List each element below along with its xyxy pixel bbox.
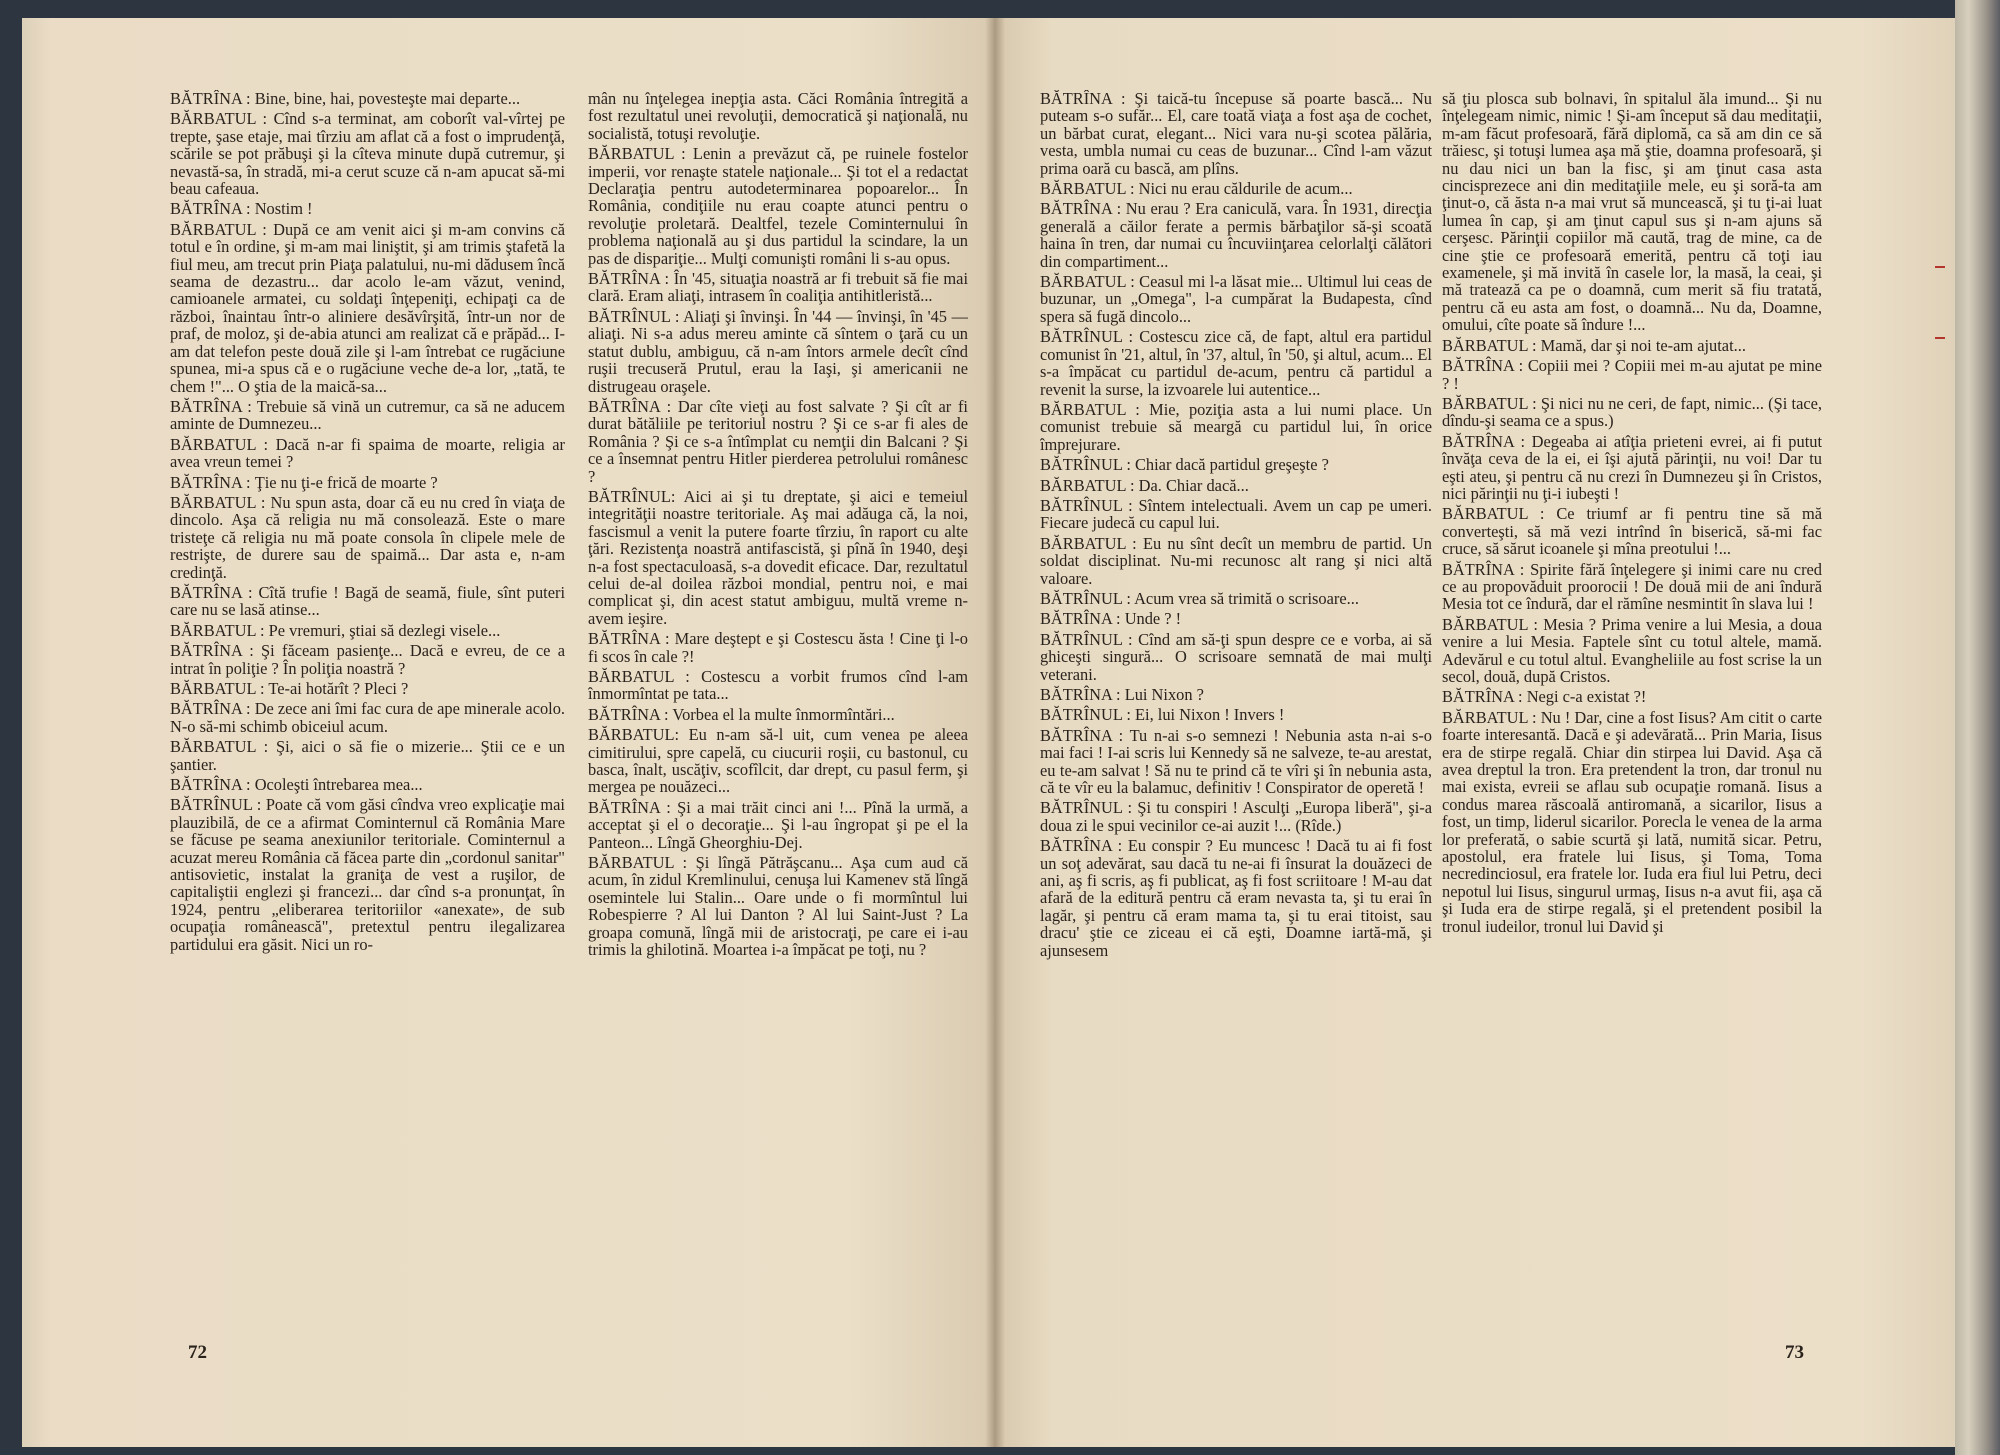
dialogue-line: BĂTRÎNA : Degeaba ai atîţia prieteni evrei, ai fi putut învăţa ceva de la ei, ei îşi ajută părinţii, nu voi! Dar tu eşti ateu, şi pentru că nu crezi în Dumnezeu şi în Cristos, nici părinţii nu ţi-i iubeşti ! [1442,431,1822,503]
dialogue-line: BĂRBATUL : Şi, aici o să fie o mizerie... Ştii ce e un şantier. [170,737,565,774]
dialogue-line: BĂTRÎNUL : Poate că vom găsi cîndva vreo explicaţie mai plauzibilă, de ce a afirmat Cominternul că România Mare se făcuse pe seama anexiunilor teritoriale. Cominternul a acuzat mereu România că făcea parte din „cordonul sanitar" antisovietic, instalat la graniţa de vest a ruşilor, de capitaliştii englezi şi francezi... dar cînd s-a pronunţat, în 1924, pentru „eliberarea teritoriilor «anexate», de sub ocupaţia românească", pretextul pentru ilegalizarea partidului era găsit. Nici un ro- [170,795,565,954]
dialogue-line: BĂRBATUL : Mie, poziţia asta a lui numi place. Un comunist trebuie să meargă cu partidul lui, în orice împrejurare. [1040,399,1432,454]
dialogue-line: BĂRBATUL : Şi lîngă Pătrăşcanu... Aşa cum aud că acum, în zidul Kremlinului, cenuşa lui Kamenev stă lîngă osemintele lui Stalin... Oare unde o fi mormîntul lui Robespierre ? Al lui Danton ? Al lui Saint-Just ? La groapa comună, lîngă mii de aristocraţi, pe care ei i-au trimis la ghilotină. Moartea i-a împăcat pe toţi, nu ? [588,853,968,960]
book-gutter [985,18,1005,1447]
margin-mark [1935,266,1945,268]
dialogue-line: BĂRBATUL : Nici nu erau căldurile de acum... [1040,179,1353,199]
dialogue-line: BĂTRÎNA : Vorbea el la multe înmormîntări... [588,704,895,724]
dialogue-line: BĂRBATUL: Eu n-am să-l uit, cum venea pe aleea cimitirului, spre capelă, cu ciucurii roşii, cu bastonul, cu basca, înalt, uscăţiv, scofîlcit, dar drept, cu pasul ferm, şi mergea pe nouăzeci... [588,725,968,797]
dialogue-line: BĂRBATUL : Dacă n-ar fi spaima de moarte, religia ar avea vreun temei ? [170,434,565,472]
book-cover-edge [1955,0,2000,1455]
dialogue-line: BĂTRÎNA : Spirite fără înţelegere şi inimi care nu cred ce au propovăduit proorocii ! De două mii de ani îndură Mesia tot ce îndură, dar el rămîne nesmintit în slava lui ! [1442,559,1822,614]
dialogue-line: BĂRBATUL : Nu ! Dar, cine a fost Iisus? Am citit o carte foarte interesantă. Dacă e şi adevărată... Prin Maria, Iisus era de stirpe regală. Chiar din stirpea lui David. Aşa că avea dreptul la tron. Era pretendent la tron, dar tronul nu mai exista, evreii se aflau sub ocupaţie romană. Iisus a condus marea răscoală antiromană, a sicarilor, Iisus a fost, un timp, liderul sicarilor. Porecla le venea de la arma lor preferată, o sabie scurtă şi lată, numită sicar. Petru, apostolul, era fratele lui Iisus, şi Toma, Toma necredinciosul, era fratele lor. Iuda era fiul lui Petru, deci nepotul lui Iisus, singurul urmaş, Iisus n-a avut fii, aşa că şi Iuda era de stirpe regală, şi el pretendent posibil la tronul iudeilor, tronul lui David şi [1442,707,1822,936]
text-column-right-2 [1442,90,1822,1350]
dialogue-line: BĂTRÎNA : Unde ? ! [1040,609,1182,629]
dialogue-line: BĂTRÎNUL : Cînd am să-ţi spun despre ce e vorba, ai să ghiceşti singură... O scrisoare semnată de mai mulţi veterani. [1040,629,1432,684]
dialogue-line: BĂRBATUL : Şi nici nu ne ceri, de fapt, nimic... (Şi tace, dîndu-şi seama ce a spus.) [1442,393,1822,431]
dialogue-line: BĂTRÎNA : Şi taică-tu începuse să poarte bască... Nu puteam s-o sufăr... El, care toată viaţa a fost aşa de cochet, un bărbat curat, elegant... Nici vara nu-şi scotea pălăria, vesta, umbla numai cu ceas de buzunar... Cînd l-am văzut prima oară cu bască, am plîns. [1040,90,1432,178]
dialogue-line: BĂTRÎNA : Ocoleşti întrebarea mea... [170,775,423,795]
dialogue-line: BĂTRÎNA : De zece ani îmi fac cura de ape minerale acolo. N-o să-mi schimb obiceiul acum. [170,699,565,736]
dialogue-line: BĂTRÎNA : Lui Nixon ? [1040,685,1204,704]
page-number-left: 72 [188,1342,207,1363]
dialogue-line: BĂTRÎNA : Ţie nu ţi-e frică de moarte ? [170,472,438,492]
dialogue-line: BĂTRÎNUL: Aici ai şi tu dreptate, şi aici e temeiul integrităţii noastre teritoriale. Aş mai adăuga că, la noi, fascismul a venit la putere foarte tîrziu, în raport cu alte ţări. Rezistenţa noastră antifascistă, şi pînă în 1940, deşi n-a fost spectaculoasă, s-a dovedit eficace. Dar, rezultatul celui de-al doilea război mondial, pentru noi, e mai complicat şi, din acest statut ambiguu, multă vreme n-avem ieşire. [588,486,968,628]
text-column-right-1 [1040,90,1432,1350]
dialogue-line: BĂTRÎNA : Dar cîte vieţi au fost salvate ? Şi cît ar fi durat bătăliile pe teritoriul nostru ? Şi ce s-ar fi ales de România ? Şi ce s-a întîmplat cu nemţii din Balcani ? Şi ce a însemnat pentru Hitler pierderea petrolului românesc ? [588,396,968,486]
dialogue-line: BĂRBATUL : Pe vremuri, ştiai să dezlegi visele... [170,620,501,640]
dialogue-line: BĂTRÎNA : Negi c-a existat ?! [1442,687,1647,707]
dialogue-line: BĂRBATUL : Ceasul mi l-a lăsat mie... Ultimul lui ceas de buzunar, un „Omega", l-a cumpărat la Budapesta, cînd spera să fugă dincolo... [1040,272,1432,326]
dialogue-line: BĂRBATUL : Ce triumf ar fi pentru tine să mă converteşti, să mă vezi intrînd în biserică, să-mi fac cruce, să sărut icoanele şi mîna preotului !... [1442,504,1822,559]
dialogue-line: BĂTRÎNUL : Şi tu conspiri ! Asculţi „Europa liberă", şi-a doua zi le spui vecinilor ce-ai auzit !... (Rîde.) [1040,798,1432,835]
dialogue-line: BĂRBATUL : Te-ai hotărît ? Pleci ? [170,679,409,698]
dialogue-line: BĂRBATUL : Lenin a prevăzut că, pe ruinele fostelor imperii, vor renaşte statele naţionale... Şi tot el a redactat Declaraţia pentru autodeterminarea popoarelor... În România, condiţiile nu erau coapte atunci pentru o revoluţie proletară. Dealtfel, tezele Cominternului în problema naţională au şi dus partidul la scindare, la un pas de dispariţie... Mulţi comunişti români li s-au opus. [588,144,968,268]
dialogue-line: mân nu înţelegea inepţia asta. Căci România întregită a fost rezultatul unei revoluţii, democratică şi naţională, nu socialistă, totuşi revoluţie. [588,90,968,143]
dialogue-line: să ţiu plosca sub bolnavi, în spitalul ăla imund... Şi nu înţelegeam nimic, nimic ! Şi-am început să dau meditaţii, m-am făcut profesoară, fără diplomă, ca să am din ce să trăiesc, şi totuşi lumea aşa mă ştie, doamna profesoară, şi nu dau nici un ban la fisc, şi am ţinut casa asta cincisprezece ani din meditaţiile mele, eu şi soră-ta am ţinut-o, că ăsta n-a mai vrut să muncească, şi tu ţi-ai luat lumea în cap, şi am ţinut capul sus şi n-am ajuns să cerşesc. Părinţii copiilor mă caută, trag de mine, ca de cine ştie ce profesoară emerită, pentru că toţi iau examenele, şi mă invită în casele lor, la masă, la ceai, şi mă tratează ca pe o doamnă, cum merit să fiu tratată, pentru că eu asta am fost, o doamnă... Nu da, Doamne, omului, cîte poate să îndure !... [1442,90,1822,335]
dialogue-line: BĂTRÎNA : Trebuie să vină un cutremur, ca să ne aducem aminte de Dumnezeu... [170,396,565,434]
dialogue-line: BĂTRÎNA : Nu erau ? Era caniculă, vara. În 1931, direcţia generală a căilor ferate a permis bărbaţilor să-şi scoată haina în tren, dar numai cu încuviinţarea celorlalţi călători din compartiment... [1040,199,1432,271]
dialogue-line: BĂRBATUL : Nu spun asta, doar că eu nu cred în viaţa de dincolo. Aşa că religia nu mă consolează. Este o mare tristeţe că religia nu mă poate consola în clipele mele de restrişte, de durere sau de spaimă... Dar asta e, n-am credinţă. [170,492,565,582]
text-column-left-1 [170,90,565,1350]
dialogue-line: BĂRBATUL : Eu nu sînt decît un membru de partid. Un soldat disciplinat. Nu-mi recunosc alt rang şi nici altă valoare. [1040,533,1432,588]
dialogue-line: BĂTRÎNUL : Chiar dacă partidul greşeşte ? [1040,455,1329,475]
dialogue-line: BĂRBATUL : Da. Chiar dacă... [1040,475,1249,495]
dialogue-line: BĂRBATUL : Costescu a vorbit frumos cînd l-am înmormîntat pe tata... [588,667,968,704]
text-column-left-2 [588,90,968,1350]
dialogue-line: BĂTRÎNA : Eu conspir ? Eu muncesc ! Dacă tu ai fi fost un soţ adevărat, sau dacă tu ne-ai fi însurat la douăzeci de ani, aş fi scris, aş fi publicat, aş fi fost scriitoare ! M-au dat afară de la editură pentru că eram nevasta ta, şi tu erai în lagăr, şi pentru că eram mama ta, şi tu erai titoist, sau dracu' ştie ce ziceau ei că eşti, Doamne iartă-mă, şi ajunsesem [1040,836,1432,960]
dialogue-line: BĂRBATUL : Cînd s-a terminat, am coborît val-vîrtej pe trepte, şase etaje, mai tîrziu am aflat că a fost o imprudenţă, scările se pot prăbuşi şi la cîteva minute după cutremur, şi nevastă-sa, în stradă, mi-a cerut scuze că n-am apucat să-mi beau cafeaua. [170,109,565,199]
dialogue-line: BĂTRÎNA : Mare deştept e şi Costescu ăsta ! Cine ţi l-o fi scos în cale ?! [588,629,968,666]
dialogue-line: BĂTRÎNA : Nostim ! [170,199,313,219]
dialogue-line: BĂTRÎNUL : Aliaţi şi învinşi. În '44 — învinşi, în '45 — aliaţi. Ni s-a adus mereu aminte că sîntem o ţară cu un statut dublu, ambiguu, că n-am întors armele decît cînd ruşii trecuseră Prutul, erau la Iaşi, şi americanii ne distrugeau oraşele. [588,306,968,396]
dialogue-line: BĂRBATUL : Mesia ? Prima venire a lui Mesia, a doua venire a lui Mesia. Faptele sînt cu totul altele, mamă. Adevărul e cu totul altul. Evangheliile au fost scrise la un secol, două, după Cristos. [1442,614,1822,686]
dialogue-line: BĂTRÎNA : Copiii mei ? Copiii mei m-au ajutat pe mine ? ! [1442,356,1822,393]
dialogue-line: BĂTRÎNA : Şi făceam pasienţe... Dacă e evreu, de ce a intrat în poliţie ? În poliţia noastră ? [170,641,565,678]
dialogue-line: BĂRBATUL : După ce am venit aici şi m-am convins că totul e în ordine, şi m-am mai liniştit, şi am trimis ştafetă la fiul meu, am trecut prin Piaţa palatului, nu-mi dădusem încă seama de dezastru... dar acolo le-am văzut, venind, camioanele armatei, cu soldaţi înţepeniţi, echipaţi ca de război, înaintau într-o aliniere desăvîrşită, într-un nor de praf, de moloz, şi de-abia atunci am realizat că e prăpăd... I-am dat telefon peste două zile şi l-am întrebat ce rugăciune spunea, mi-a spus că e o rugăciune veche de-a lor, „tată, te chem !"... O ştia de la maică-sa... [170,219,565,396]
dialogue-line: BĂTRÎNUL : Ei, lui Nixon ! Invers ! [1040,705,1285,725]
dialogue-line: BĂRBATUL : Mamă, dar şi noi te-am ajutat... [1442,335,1746,355]
dialogue-line: BĂTRÎNUL : Costescu zice că, de fapt, altul era partidul comunist în '21, altul, în '37, altul, în '50, şi altul, acum... El s-a împăcat cu partidul de-acum, pentru că partidul a revenit la surse, la izvoarele lui autentice... [1040,327,1432,399]
dialogue-line: BĂTRÎNA : Şi a mai trăit cinci ani !... Pînă la urmă, a acceptat şi el o decoraţie... Şi l-au îngropat şi pe el la Panteon... Lîngă Gheorghiu-Dej. [588,797,968,852]
dialogue-line: BĂTRÎNA : Cîtă trufie ! Bagă de seamă, fiule, sînt puteri care nu se lasă atinse... [170,582,565,620]
margin-mark [1935,337,1945,339]
page-number-right: 73 [1785,1342,1804,1363]
dialogue-line: BĂTRÎNA : Tu n-ai s-o semnezi ! Nebunia asta n-ai s-o mai faci ! I-ai scris lui Kennedy să ne salveze, te-au arestat, eu te-am salvat ! Să nu te prind că te vîri şi în nebunia asta, că te vîr eu la balamuc, definitiv ! Conspirator de operetă ! [1040,725,1432,798]
dialogue-line: BĂTRÎNA : Bine, bine, hai, povesteşte mai departe... [170,90,521,108]
dialogue-line: BĂTRÎNA : În '45, situaţia noastră ar fi trebuit să fie mai clară. Eram aliaţi, intrasem în coaliţia antihitleristă... [588,269,968,306]
dialogue-line: BĂTRÎNUL : Sîntem intelectuali. Avem un cap pe umeri. Fiecare judecă cu capul lui. [1040,495,1432,533]
dialogue-line: BĂTRÎNUL : Acum vrea să trimită o scrisoare... [1040,588,1359,608]
